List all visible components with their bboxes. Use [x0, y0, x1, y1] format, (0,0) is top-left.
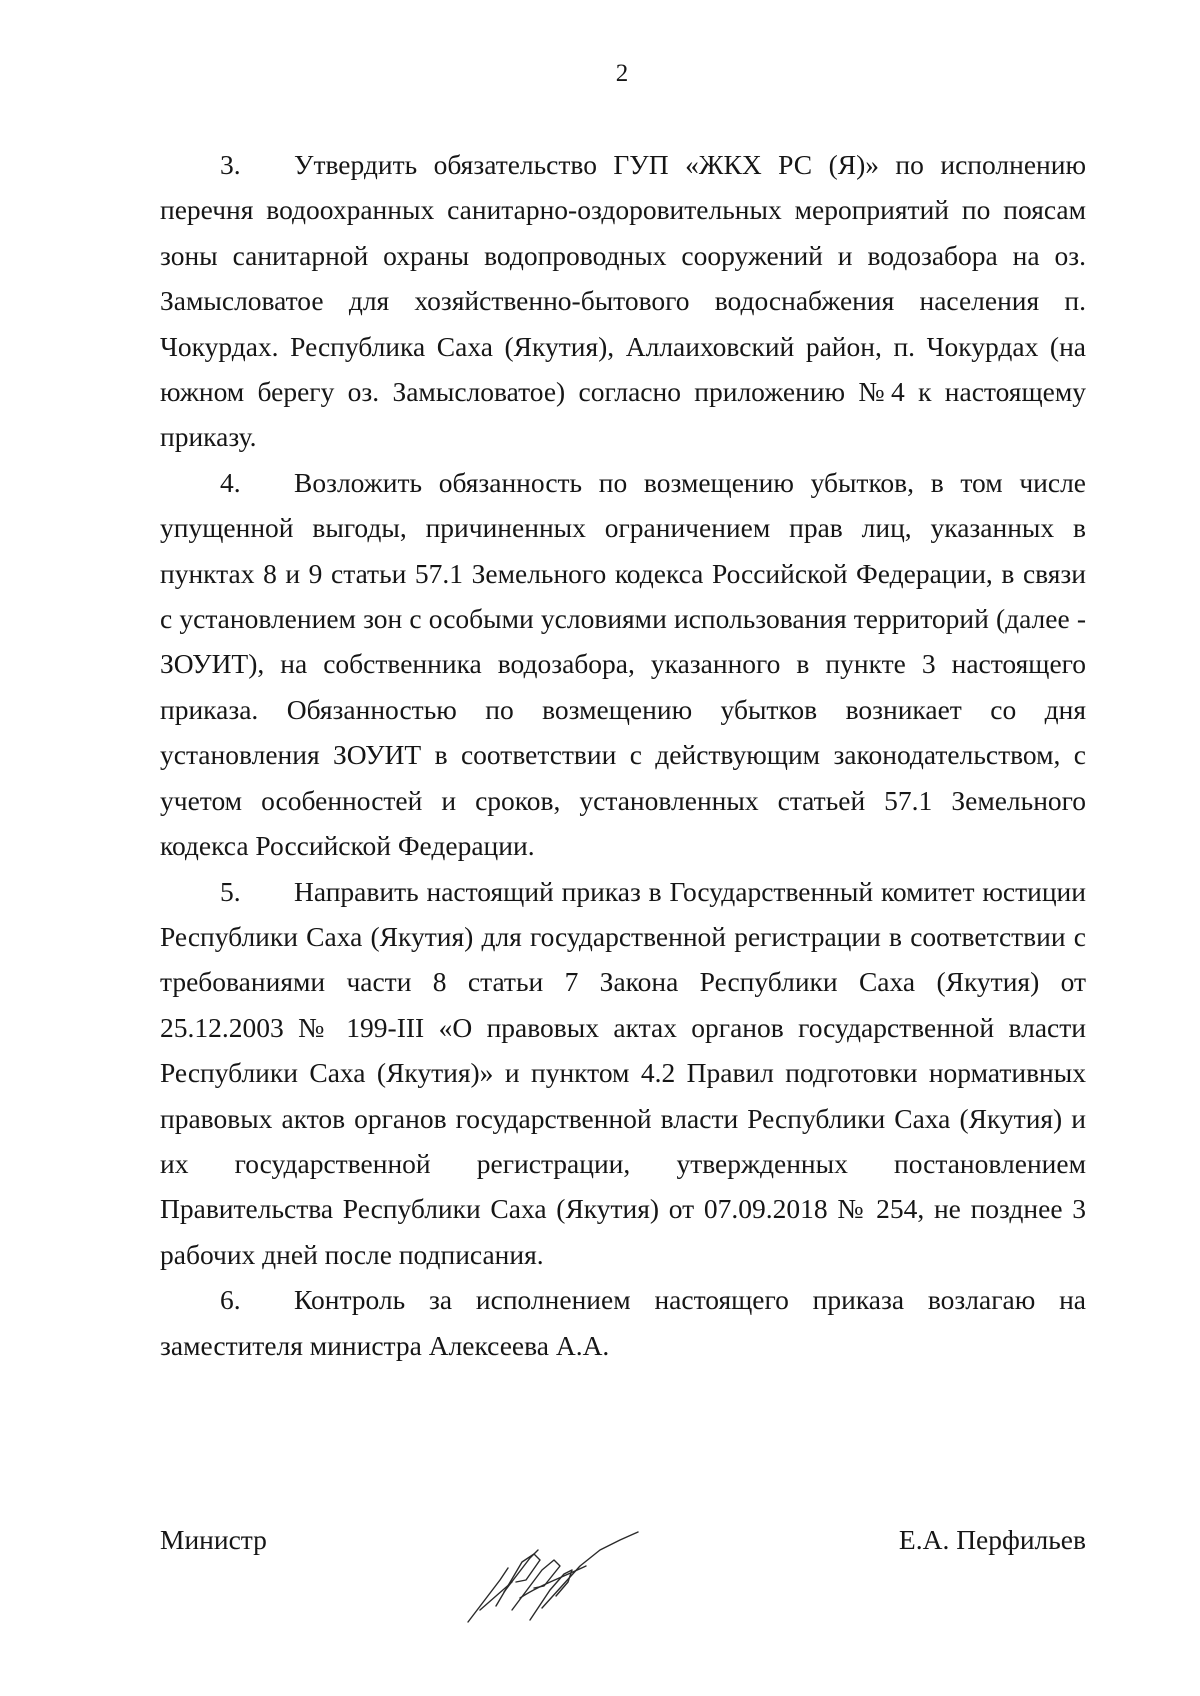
- page-number: 2: [615, 60, 629, 87]
- paragraph-text: Направить настоящий приказ в Государственный комитет юстиции Республики Саха (Якутия) для государственной регистрации в соответствии с требованиями части 8 статьи 7 Закона Республики Саха (Якутия) от 25.12.2003 № 199-III «О правовых актах органов государственной власти Республики Саха (Якутия)» и пунктом 4.2 Правил подготовки нормативных правовых актов органов государственной власти Республики Саха (Якутия) и их государственной регистрации, утвержденных постановлением Правительства Республики Саха (Якутия) от 07.09.2018 № 254, не позднее 3 рабочих дней после подписания.: [160, 875, 1086, 1270]
- document-body: [160, 142, 1086, 1368]
- paragraph-text: Утвердить обязательство ГУП «ЖКХ РС (Я)» по исполнению перечня водоохранных санитарно-оздоровительных мероприятий по поясам зоны санитарной охраны водопроводных сооружений и водозабора на оз. Замысловатое для хозяйственно-бытового водоснабжения населения п. Чокурдах. Республика Саха (Якутия), Аллаиховский район, п. Чокурдах (на южном берегу оз. Замысловатое) согласно приложению №4 к настоящему приказу.: [160, 149, 1086, 453]
- signature-block: [160, 1510, 1086, 1630]
- paragraph-4: [160, 460, 1086, 869]
- paragraph-text: Возложить обязанность по возмещению убытков, в том числе упущенной выгоды, причиненных ограничением прав лиц, указанных в пунктах 8 и 9 статьи 57.1 Земельного кодекса Российской Федерации, в связи с установлением зон с особыми условиями использования территорий (далее - ЗОУИТ), на собственника водозабора, указанного в пункте 3 настоящего приказа. Обязанностью по возмещению убытков возникает со дня установления ЗОУИТ в соответствии с действующим законодательством, с учетом особенностей и сроков, установленных статьей 57.1 Земельного кодекса Российской Федерации.: [160, 466, 1086, 862]
- paragraph-number: 3.: [220, 149, 241, 180]
- signatory-name: Е.А. Перфильев: [898, 1524, 1086, 1555]
- paragraph-number: 4.: [220, 466, 241, 498]
- paragraph-6: [160, 1277, 1086, 1368]
- paragraph-3: [160, 142, 1086, 460]
- paragraph-5: [160, 869, 1086, 1278]
- signatory-position: Министр: [160, 1524, 267, 1555]
- paragraph-text: Контроль за исполнением настоящего приказа возлагаю на заместителя министра Алексеева А.А.: [160, 1284, 1086, 1361]
- paragraph-number: 6.: [220, 1284, 241, 1316]
- paragraph-number: 5.: [220, 875, 241, 907]
- handwritten-signature: [460, 1510, 640, 1630]
